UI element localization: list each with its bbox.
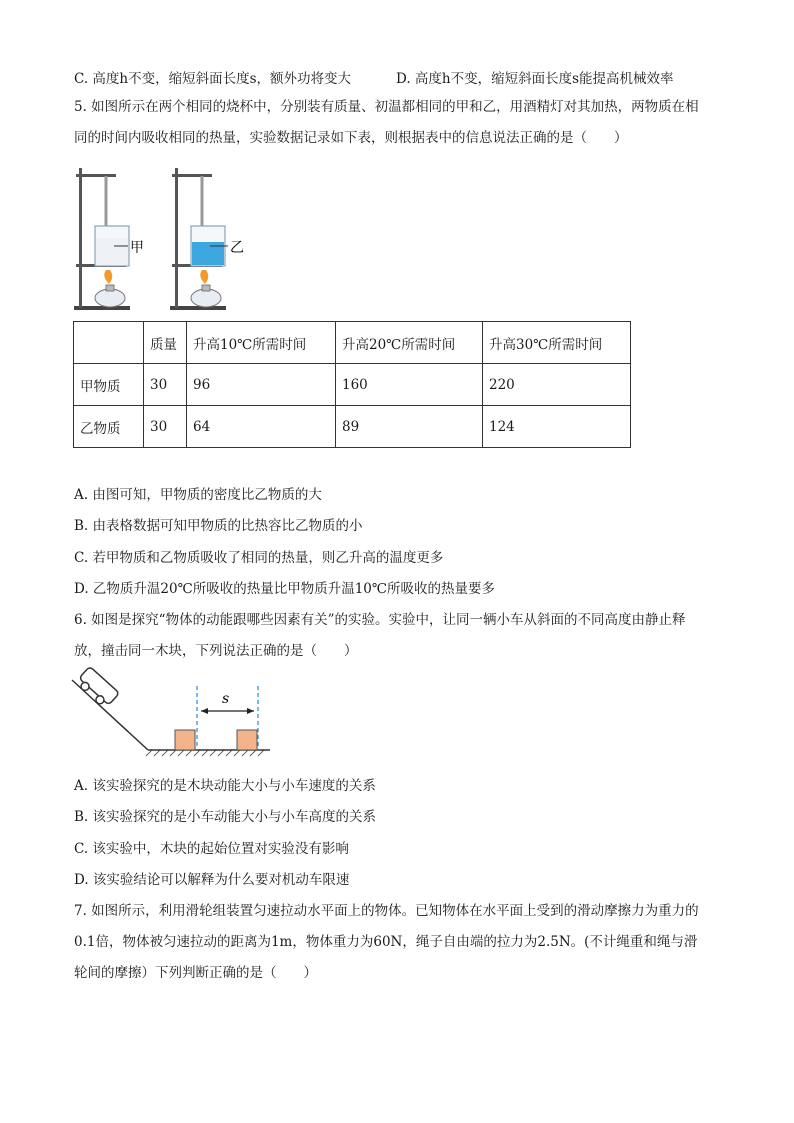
table-header-row xyxy=(74,322,631,364)
alcohol-lamp-left-icon xyxy=(95,289,125,307)
table-cell: 160 xyxy=(336,364,483,406)
table-cell: 甲物质 xyxy=(74,364,144,406)
q5-stem-line2: 同的时间内吸收相同的热量，实验数据记录如下表，则根据表中的信息说法正确的是（ ） xyxy=(74,130,628,146)
table-header-cell: 升高10℃所需时间 xyxy=(187,322,336,364)
q6-stem-line2: 放，撞击同一木块，下列说法正确的是（ ） xyxy=(74,643,358,659)
flame-left-icon xyxy=(104,270,112,284)
table-header-cell: 升高20℃所需时间 xyxy=(336,322,483,364)
label-jia: 甲 xyxy=(130,240,144,256)
setup-left xyxy=(74,168,130,310)
q5-option-d: D. 乙物质升温20℃所吸收的热量比甲物质升温10℃所吸收的热量要多 xyxy=(74,581,495,597)
liquid-left xyxy=(96,238,128,265)
q5-stem-line1: 5. 如图所示在两个相同的烧杯中，分别装有质量、初温都相同的甲和乙，用酒精灯对其加热，两物质在相 xyxy=(74,99,699,115)
setup-right xyxy=(170,168,228,310)
table-header-cell: 升高30℃所需时间 xyxy=(483,322,631,364)
q7-stem-line3: 轮间的摩擦）下列判断正确的是（ ） xyxy=(74,965,317,981)
table-cell: 89 xyxy=(336,406,483,448)
stand-base-right xyxy=(170,306,226,310)
table-cell: 220 xyxy=(483,364,631,406)
q5-option-c: C. 若甲物质和乙物质吸收了相同的热量，则乙升高的温度更多 xyxy=(74,550,444,566)
q6-option-d: D. 该实验结论可以解释为什么要对机动车限速 xyxy=(74,872,350,888)
stand-rod-left xyxy=(79,168,82,308)
table-cell: 30 xyxy=(144,364,187,406)
table-header-cell xyxy=(74,322,144,364)
clamp-arm-right xyxy=(172,174,212,177)
table-cell: 124 xyxy=(483,406,631,448)
cart-icon xyxy=(75,666,119,709)
q6-incline-figure xyxy=(70,672,280,752)
q6-option-a: A. 该实验探究的是木块动能大小与小车速度的关系 xyxy=(74,778,376,794)
wooden-block-start xyxy=(175,730,195,750)
table-cell: 30 xyxy=(144,406,187,448)
q6-stem-line1: 6. 如图是探究“物体的动能跟哪些因素有关”的实验。实验中，让同一辆小车从斜面的不同高度由静止释 xyxy=(74,612,686,628)
q6-option-c: C. 该实验中，木块的起始位置对实验没有影响 xyxy=(74,841,349,857)
label-yi: 乙 xyxy=(230,240,244,256)
table-row xyxy=(74,364,631,406)
table-row xyxy=(74,406,631,448)
wooden-block-end xyxy=(237,730,257,750)
table-cell: 64 xyxy=(187,406,336,448)
q4-option-c: C. 高度h不变，缩短斜面长度s，额外功将变大 xyxy=(74,71,352,87)
distance-label-s: s xyxy=(222,691,230,707)
q7-stem-line2: 0.1倍，物体被匀速拉动的距离为1m，物体重力为60N，绳子自由端的拉力为2.5N。(不计绳重和绳与滑 xyxy=(74,934,698,950)
table-cell: 乙物质 xyxy=(74,406,144,448)
table-header-cell: 质量 xyxy=(144,322,187,364)
flame-right-icon xyxy=(200,270,208,284)
alcohol-lamp-right-icon xyxy=(191,289,221,307)
q5-option-b: B. 由表格数据可知甲物质的比热容比乙物质的小 xyxy=(74,518,363,534)
liquid-right xyxy=(192,242,224,265)
table-cell: 96 xyxy=(187,364,336,406)
q5-data-table xyxy=(73,321,631,448)
q6-option-b: B. 该实验探究的是小车动能大小与小车高度的关系 xyxy=(74,809,377,825)
q5-option-a: A. 由图可知，甲物质的密度比乙物质的大 xyxy=(74,487,322,503)
q7-stem-line1: 7. 如图所示，利用滑轮组装置匀速拉动水平面上的物体。已知物体在水平面上受到的滑动摩擦力为重力的 xyxy=(74,903,699,919)
q4-option-d: D. 高度h不变，缩短斜面长度s能提高机械效率 xyxy=(396,71,674,87)
clamp-arm-left xyxy=(76,174,116,177)
stand-rod-right xyxy=(175,168,178,308)
q5-heating-figure xyxy=(70,160,270,312)
ground-hatching xyxy=(146,750,264,756)
stand-base-left xyxy=(74,306,130,310)
